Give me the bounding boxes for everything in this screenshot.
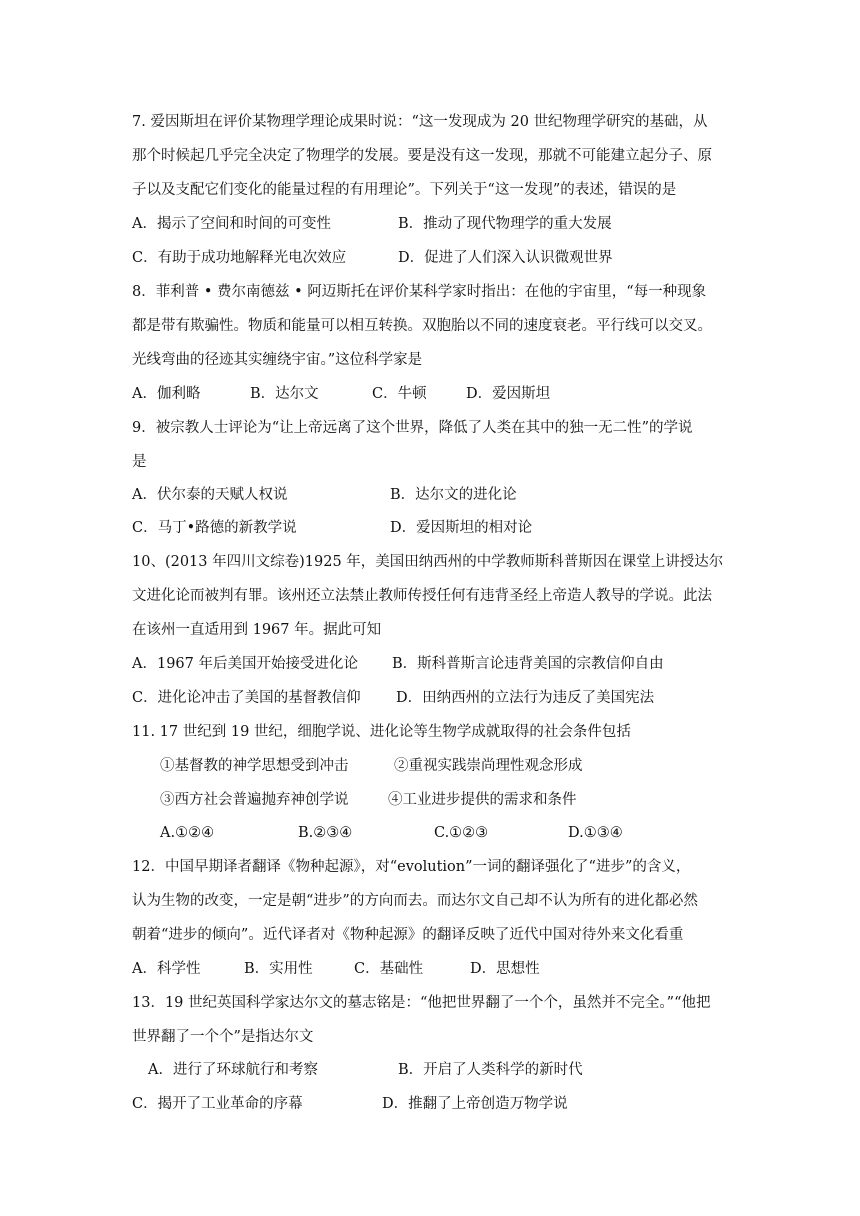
option-a: A．揭示了空间和时间的可变性 (132, 216, 331, 232)
question-stem-line: 那个时候起几乎完全决定了物理学的发展。要是没有这一发现，那就不可能建立起分子、原 (132, 148, 712, 164)
option-d: D.①③④ (568, 825, 623, 841)
option-d: D．爱因斯坦的相对论 (390, 520, 533, 536)
question-stem-line: 都是带有欺骗性。物质和能量可以相互转换。双胞胎以不同的速度衰老。平行线可以交叉。 (132, 318, 712, 334)
option-a: A．科学性 (132, 961, 201, 977)
option-a: A．伽利略 (132, 386, 201, 402)
option-a: A．进行了环球航行和考察 (148, 1062, 318, 1078)
option-b: B.②③④ (298, 825, 353, 841)
question-stem-line: 是 (132, 454, 147, 470)
option-b: B．斯科普斯言论违背美国的宗教信仰自由 (392, 656, 664, 672)
question-stem-line: 13．19 世纪英国科学家达尔文的墓志铭是：“他把世界翻了一个个，虽然并不完全。”“他把 (132, 995, 711, 1011)
option-a: A.①②④ (160, 825, 215, 841)
option-d: D．爱因斯坦 (466, 386, 551, 402)
option-d: D．思想性 (470, 961, 540, 977)
question-stem-line: 在该州一直适用到 1967 年。据此可知 (132, 622, 382, 638)
statement-item: ②重视实践崇尚理性观念形成 (394, 758, 583, 774)
statement-item: ④工业进步提供的需求和条件 (388, 792, 577, 808)
option-c: C．牛顿 (372, 386, 427, 402)
question-stem-line: 文进化论而被判有罪。该州还立法禁止教师传授任何有违背圣经上帝造人教导的学说。此法 (132, 588, 712, 604)
option-b: B．达尔文 (250, 386, 319, 402)
question-stem-line: 8．菲利普 • 费尔南德兹 • 阿迈斯托在评价某科学家时指出：在他的宇宙里，“每一种现象 (132, 284, 707, 300)
question-stem-line: 子以及支配它们变化的能量过程的有用理论”。下列关于“这一发现”的表述，错误的是 (132, 182, 677, 198)
option-c: C．有助于成功地解释光电次效应 (132, 250, 347, 266)
option-c: C．揭开了工业革命的序幕 (132, 1096, 303, 1112)
option-b: B．推动了现代物理学的重大发展 (398, 216, 612, 232)
option-c: C．基础性 (354, 961, 424, 977)
option-d: D．推翻了上帝创造万物学说 (382, 1096, 568, 1112)
question-stem-line: 认为生物的改变，一定是朝“进步”的方向而去。而达尔文自己却不认为所有的进化都必然 (132, 893, 698, 909)
statement-item: ③西方社会普遍抛弃神创学说 (160, 792, 349, 808)
option-b: B．实用性 (244, 961, 313, 977)
option-a: A．1967 年后美国开始接受进化论 (132, 656, 358, 672)
option-c: C.①②③ (434, 825, 489, 841)
statement-item: ①基督教的神学思想受到冲击 (160, 758, 349, 774)
option-b: B．开启了人类科学的新时代 (398, 1062, 583, 1078)
question-stem-line: 朝着“进步的倾向”。近代译者对《物种起源》的翻译反映了近代中国对待外来文化看重 (132, 927, 684, 943)
option-d: D．促进了人们深入认识微观世界 (398, 250, 613, 266)
question-stem-line: 9．被宗教人士评论为“让上帝远离了这个世界，降低了人类在其中的独一无二性”的学说 (132, 420, 693, 436)
option-c: C．进化论冲击了美国的基督教信仰 (132, 690, 361, 706)
question-stem-line: 10、(2013 年四川文综卷)1925 年，美国田纳西州的中学教师斯科普斯因在课堂上讲授达尔 (132, 554, 724, 570)
option-b: B．达尔文的进化论 (390, 487, 517, 503)
option-d: D．田纳西州的立法行为违反了美国宪法 (396, 690, 655, 706)
question-stem-line: 12．中国早期译者翻译《物种起源》，对“evolution”一词的翻译强化了“进步”的含义， (132, 859, 691, 875)
question-stem-line: 11. 17 世纪到 19 世纪，细胞学说、进化论等生物学成就取得的社会条件包括 (132, 724, 631, 740)
question-stem-line: 光线弯曲的径迹其实缠绕宇宙。”这位科学家是 (132, 352, 423, 368)
question-stem-line: 世界翻了一个个”是指达尔文 (132, 1029, 314, 1045)
option-a: A．伏尔泰的天赋人权说 (132, 487, 288, 503)
option-c: C．马丁•路德的新教学说 (132, 520, 297, 536)
question-stem-line: 7. 爱因斯坦在评价某物理学理论成果时说：“这一发现成为 20 世纪物理学研究的基础，从 (132, 114, 708, 130)
